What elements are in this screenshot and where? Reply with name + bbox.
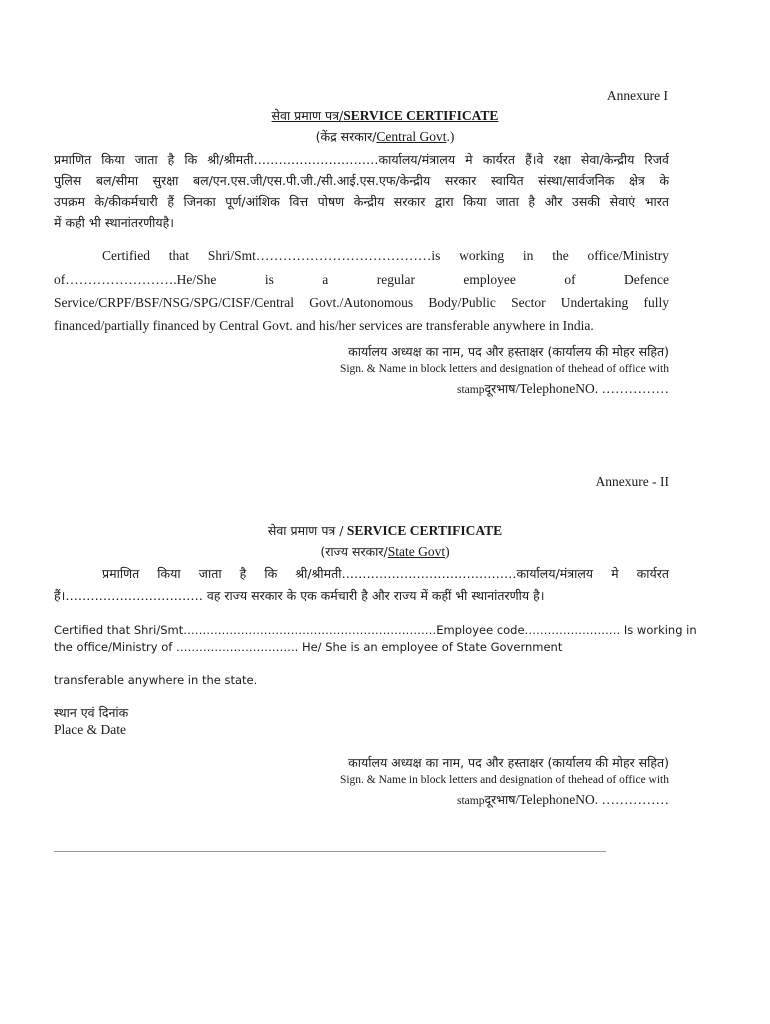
annexure-2-subtitle-link: State Govt — [387, 544, 446, 559]
annexure-1-title-english: SERVICE CERTIFICATE — [343, 108, 499, 123]
annexure-2-place-date-english: Place & Date — [54, 722, 126, 737]
annexure-1-english-line-1: Certified that Shri/Smt…………………………………is working in the office/Ministry — [102, 248, 669, 263]
annexure-1-english-line-3: Service/CRPF/BSF/NSG/SPG/CISF/Central Govt./Autonomous Body/Public Sector Undertaking fully — [54, 295, 669, 310]
annexure-2-english-line-3: transferable anywhere in the state. — [54, 673, 258, 687]
annexure-1-hindi-line-4: में कही भी स्थानांतरणीयहै। — [54, 215, 175, 230]
annexure-2-stamp-telephone: stampदूरभाष/TelephoneNO. …………… — [456, 792, 669, 807]
annexure-1-hindi-line-3: उपक्रम के/कीकर्मचारी हैं जिनका पूर्ण/आंशिक वित्त पोषण केन्द्रीय सरकार द्वारा किया जाता है और उसकी सेवाएं भारत — [54, 194, 669, 209]
annexure-1-signature-english: Sign. & Name in block letters and designation of thehead of office with — [339, 363, 669, 375]
annexure-1-title-hindi: सेवा प्रमाण पत्र/ — [271, 108, 344, 123]
annexure-2-english-line-2: the office/Ministry of ………………………….. He/ She is an employee of State Government — [54, 640, 563, 654]
annexure-1-signature-hindi: कार्यालय अध्यक्ष का नाम, पद और हस्ताक्षर (कार्यालय की मोहर सहित) — [348, 344, 669, 359]
annexure-2-subtitle-close: ) — [445, 544, 450, 559]
annexure-1-english-line-4: financed/partially financed by Central Govt. and his/her services are transferable anywhere in India. — [54, 318, 594, 333]
annexure-2-title-hindi: सेवा प्रमाण पत्र / — [267, 523, 344, 538]
footer-rule: —————————————————————————————————————————————— — [54, 843, 606, 857]
annexure-1-subtitle-hindi: (केंद्र सरकार/ — [315, 129, 377, 144]
annexure-2-label: Annexure - II — [595, 474, 669, 489]
annexure-2-signature-english: Sign. & Name in block letters and designation of thehead of office with — [339, 774, 669, 786]
annexure-1-title — [0, 107, 770, 125]
annexure-1-hindi-line-1: प्रमाणित किया जाता है कि श्री/श्रीमती…………………………कार्यालय/मंत्रालय मे कार्यरत हैं।वे रक्षा सेवा/केन्द्रीय रिजर्व — [54, 152, 669, 167]
annexure-2-title — [0, 522, 770, 540]
annexure-1-subtitle-link: Central Govt — [376, 129, 447, 144]
annexure-2-english-line-1: Certified that Shri/Smt…………………………………………………………Employee code……………………. Is working in — [54, 623, 697, 637]
annexure-1-subtitle — [0, 128, 770, 146]
annexure-2-place-date-hindi: स्थान एवं दिनांक — [54, 705, 129, 720]
annexure-2-hindi-line-2: हैं।…………………………… वह राज्य सरकार के एक कर्मचारी है और राज्य में कहीं भी स्थानांतरणीय है। — [54, 588, 545, 603]
annexure-1-subtitle-close: .) — [446, 129, 455, 144]
annexure-1-label: Annexure I — [606, 88, 668, 103]
annexure-1-hindi-line-2: पुलिस बल/सीमा सुरक्षा बल/एन.एस.जी/एस.पी.जी./सी.आई.एस.एफ/केन्द्रीय सरकार स्वायित संस्था/सार्वजनिक क्षेत्र के — [54, 173, 669, 188]
annexure-1-english-line-2: of…………………….He/She is a regular employee of Defence — [54, 272, 669, 287]
annexure-1-stamp-telephone: stampदूरभाष/TelephoneNO. …………… — [456, 381, 669, 396]
annexure-2-signature-hindi: कार्यालय अध्यक्ष का नाम, पद और हस्ताक्षर (कार्यालय की मोहर सहित) — [348, 755, 669, 770]
annexure-2-subtitle — [0, 543, 770, 561]
annexure-2-title-english: SERVICE CERTIFICATE — [343, 523, 503, 538]
annexure-2-subtitle-hindi: (राज्य सरकार/ — [320, 544, 388, 559]
annexure-2-hindi-line-1: प्रमाणित किया जाता है कि श्री/श्रीमती……………………………………कार्यालय/मंत्रालय मे कार्यरत — [102, 566, 669, 581]
